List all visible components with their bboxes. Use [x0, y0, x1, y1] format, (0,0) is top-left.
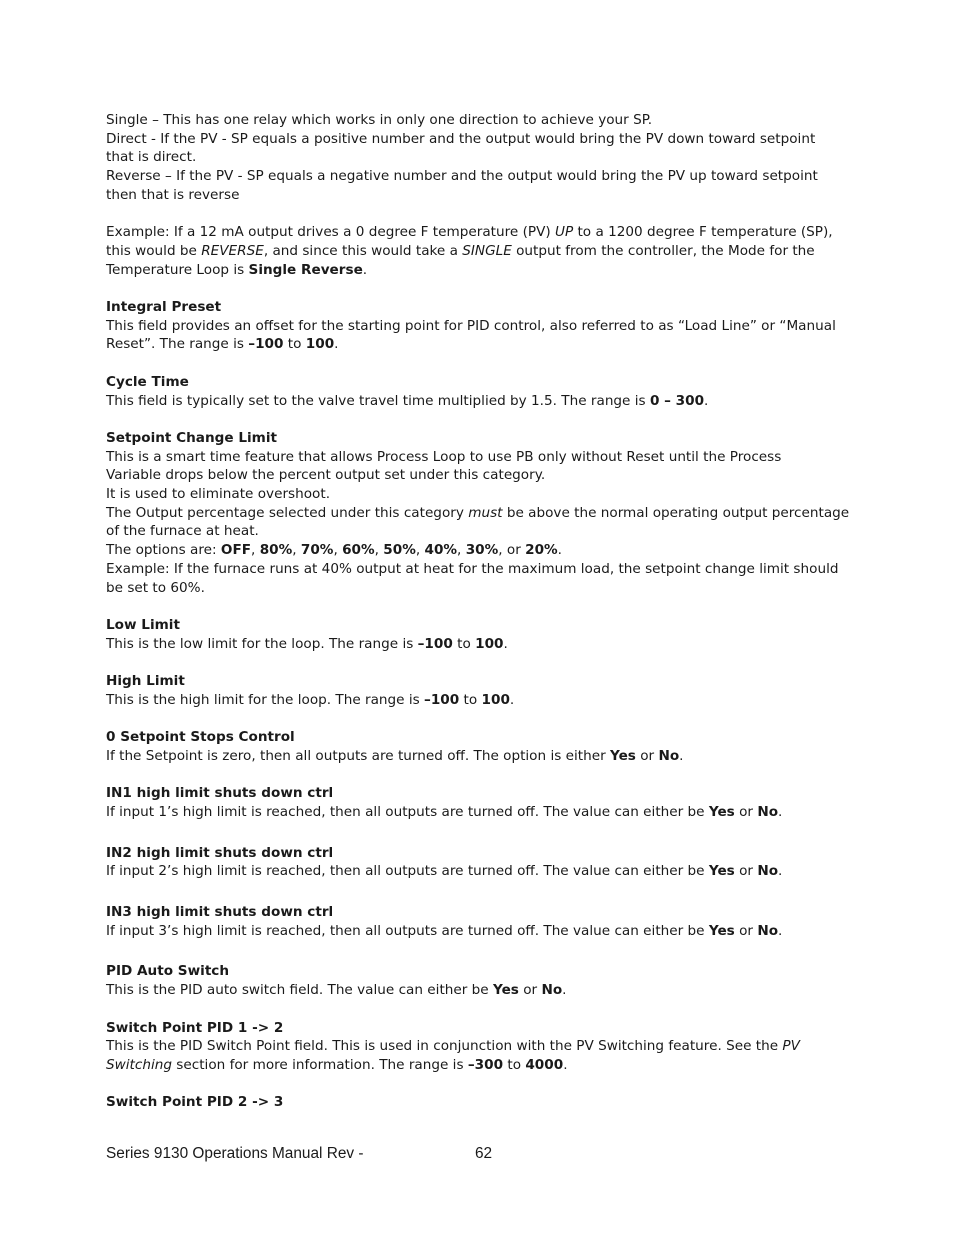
mode-reverse-text: Reverse – If the PV - SP equals a negative number and the output would bring the PV up toward setpoint [106, 168, 818, 185]
example-paragraph-line1: Example: If a 12 mA output drives a 0 degree F temperature (PV) UP to a 1200 degree F temperature (SP), [106, 224, 833, 241]
cycle-time-heading: Cycle Time [106, 373, 189, 390]
setpoint-change-limit-text: It is used to eliminate overshoot. [106, 486, 331, 502]
setpoint-change-limit-text: This is a smart time feature that allows Process Loop to use PB only without Reset until the Process [106, 448, 782, 465]
setpoint-change-limit-options: The options are: OFF, 80%, 70%, 60%, 50%, 40%, 30%, or 20%. [106, 542, 562, 559]
integral-preset-range: Reset”. The range is –100 to 100. [106, 336, 339, 353]
setpoint-change-limit-text: of the furnace at heat. [106, 523, 259, 540]
mode-reverse-text-cont: then that is reverse [106, 186, 240, 203]
switch-point-23-heading: Switch Point PID 2 -> 3 [106, 1094, 284, 1111]
integral-preset-heading: Integral Preset [106, 299, 222, 315]
in1-limit-text: If input 1’s high limit is reached, then all outputs are turned off. The value can either be Yes or No. [106, 803, 783, 820]
pid-auto-switch-heading: PID Auto Switch [106, 963, 230, 980]
setpoint-change-limit-text: Variable drops below the percent output set under this category. [106, 467, 546, 484]
switch-point-12-heading: Switch Point PID 1 -> 2 [106, 1019, 284, 1036]
zero-setpoint-heading: 0 Setpoint Stops Control [106, 729, 295, 746]
manual-page-body [106, 111, 866, 1112]
high-limit-heading: High Limit [106, 673, 185, 689]
setpoint-change-limit-heading: Setpoint Change Limit [106, 429, 277, 446]
mode-direct-text: Direct - If the PV - SP equals a positive number and the output would bring the PV down toward setpoint [106, 130, 816, 147]
footer-manual-title: Series 9130 Operations Manual Rev - [106, 1145, 364, 1162]
integral-preset-text: This field provides an offset for the starting point for PID control, also referred to as “Load Line” or “Manual [106, 317, 836, 334]
example-paragraph-line2: this would be REVERSE, and since this would take a SINGLE output from the controller, the Mode for the [106, 242, 815, 259]
switch-point-12-range: Switching section for more information. The range is –300 to 4000. [106, 1056, 568, 1073]
in1-limit-heading: IN1 high limit shuts down ctrl [106, 785, 334, 802]
setpoint-change-limit-text: The Output percentage selected under this category must be above the normal operating output percentage [106, 504, 850, 521]
example-paragraph-line3: Temperature Loop is Single Reverse. [106, 261, 368, 278]
cycle-time-text: This field is typically set to the valve travel time multiplied by 1.5. The range is 0 – 300. [106, 392, 709, 409]
page-number: 62 [475, 1145, 493, 1162]
zero-setpoint-text: If the Setpoint is zero, then all outputs are turned off. The option is either Yes or No. [106, 747, 684, 764]
low-limit-text: This is the low limit for the loop. The range is –100 to 100. [106, 635, 508, 652]
setpoint-change-limit-example: Example: If the furnace runs at 40% output at heat for the maximum load, the setpoint change limit should [106, 560, 839, 577]
in2-limit-heading: IN2 high limit shuts down ctrl [106, 844, 334, 861]
pid-auto-switch-text: This is the PID auto switch field. The value can either be Yes or No. [106, 982, 567, 999]
high-limit-text: This is the high limit for the loop. The range is –100 to 100. [106, 691, 515, 708]
in3-limit-text: If input 3’s high limit is reached, then all outputs are turned off. The value can either be Yes or No. [106, 922, 783, 939]
in3-limit-heading: IN3 high limit shuts down ctrl [106, 904, 334, 920]
in2-limit-text: If input 2’s high limit is reached, then all outputs are turned off. The value can either be Yes or No. [106, 863, 783, 880]
setpoint-change-limit-example: be set to 60%. [106, 579, 205, 596]
switch-point-12-text: This is the PID Switch Point field. This is used in conjunction with the PV Switching feature. See the PV [106, 1038, 800, 1055]
mode-single-text: Single – This has one relay which works in only one direction to achieve your SP. [106, 112, 653, 128]
mode-direct-text-cont: that is direct. [106, 149, 197, 166]
low-limit-heading: Low Limit [106, 616, 180, 633]
